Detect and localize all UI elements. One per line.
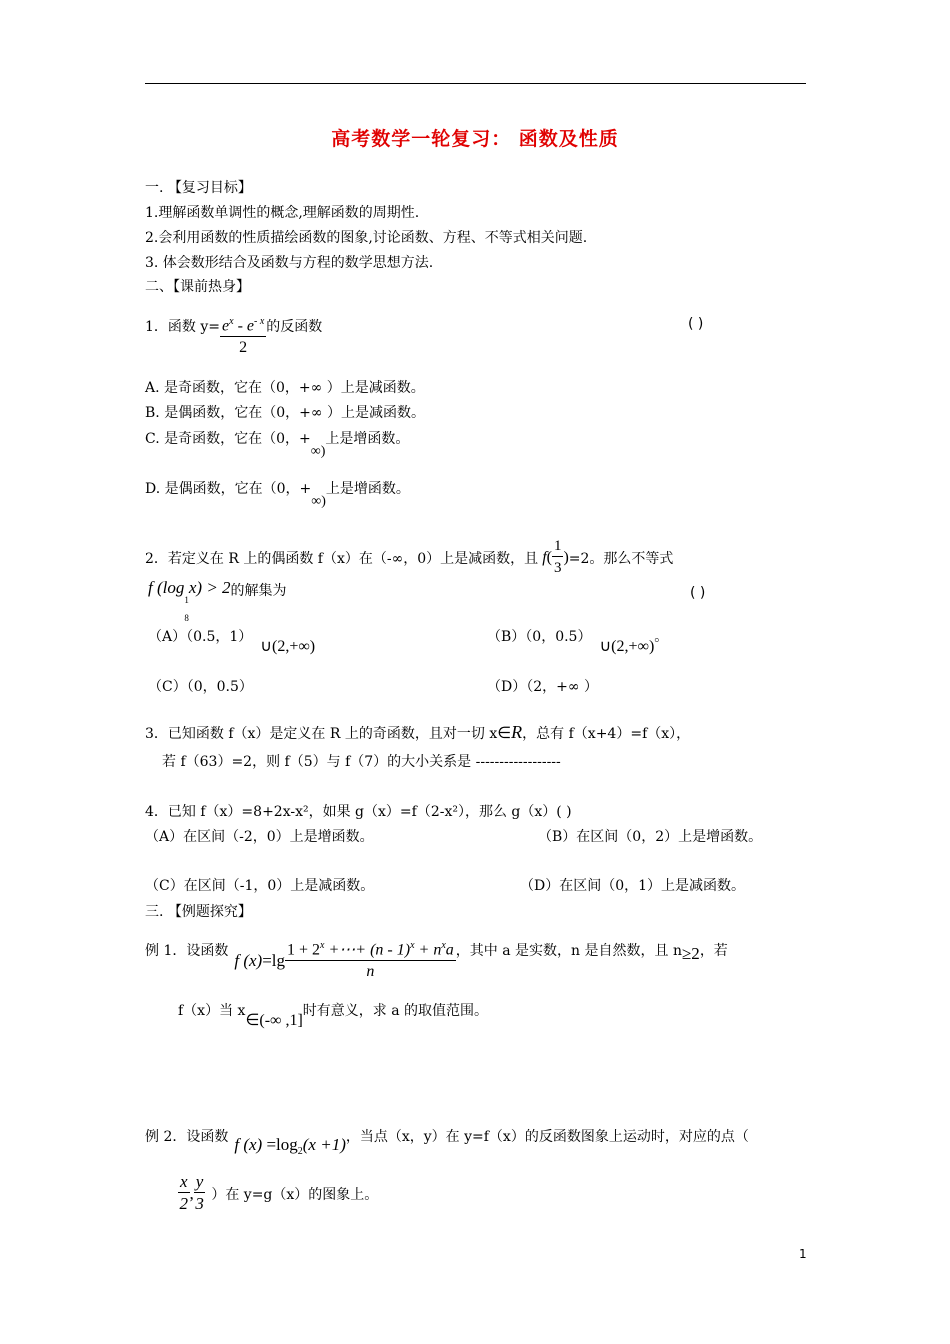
q4-option-d: （D）在区间（0，1）上是减函数。: [520, 878, 746, 894]
question-3-line2: 若 f（63）=2，则 f（5）与 f（7）的大小关系是 ------------------: [162, 754, 561, 770]
example-2-line2: $\frac{x}{2}$ , $\frac{y}{3}$ ）在 y=g（x）的图象上。: [179, 1172, 379, 1213]
example-1-line2: f（x）当 x∈(-∞ ,1]时有意义，求 a 的取值范围。: [178, 1003, 489, 1029]
header-rule: [145, 83, 806, 84]
q2-option-b: （B）（0，0.5）∪(2,+∞)。: [487, 629, 669, 655]
goal-item: 1.理解函数单调性的概念,理解函数的周期性.: [145, 205, 420, 221]
question-4: 4．已知 f（x）=8+2x-x²，如果 g（x）=f（2-x²），那么 g（x）( ): [145, 804, 572, 820]
q1-option-b: B. 是偶函数，它在（0，+∞ ）上是减函数。: [145, 405, 425, 421]
q1-option-a: A. 是奇函数，它在（0，+∞ ）上是减函数。: [145, 380, 425, 396]
q1-fraction: $\frac{e^x - e^{- x}}{2}$: [220, 312, 266, 359]
goal-item: 2.会利用函数的性质描绘函数的图象,讨论函数、方程、不等式相关问题.: [145, 230, 588, 246]
section-heading-examples: 三. 【例题探究】: [145, 904, 252, 920]
q1-suffix: 的反函数: [266, 319, 323, 335]
goal-item: 3. 体会数形结合及函数与方程的数学思想方法.: [145, 255, 434, 271]
page-title: 高考数学一轮复习： 函数及性质: [331, 128, 619, 150]
question-3-line1: 3．已知函数 f（x）是定义在 R 上的奇函数，且对一切 x∈R，总有 f（x+4）=f（x），: [145, 722, 691, 742]
q2-option-c: （C）（0，0.5）: [148, 679, 253, 695]
q1-option-c: C. 是奇函数，它在（0，+∞)上是增函数。: [145, 431, 410, 459]
q1-answer-blank: ( ): [688, 316, 704, 332]
q4-option-c: （C）在区间（-1，0）上是减函数。: [145, 878, 375, 894]
q2-option-a: （A）（0.5，1）∪(2,+∞): [148, 629, 316, 655]
question-1: [145, 312, 322, 359]
q1-option-d: D. 是偶函数，它在（0，+∞)上是增函数。: [145, 481, 410, 509]
example-1: 例 1．设函数 f (x) =lg $\frac{1 + 2^x +\cdots+ (n - 1)^x + n^xa}{n}$ ，其中 a 是实数，n 是自然数，且 n ≥2 ，若: [145, 936, 728, 983]
example-2: 例 2．设函数 f $(x) =\log_2(x +1)$，当点（x，y）在 y=f（x）的反函数图象上运动时，对应的点（: [145, 1129, 749, 1157]
q2-answer-blank: ( ): [690, 585, 706, 601]
section-heading-warmup: 二、【课前热身】: [145, 279, 250, 295]
q4-option-a: （A）在区间（-2，0）上是增函数。: [145, 829, 374, 845]
q4-option-b: （B）在区间（0，2）上是增函数。: [538, 829, 763, 845]
page-number: 1: [799, 1247, 807, 1261]
q2-inequality: f (log 1 8 x) > 2的解集为: [148, 578, 287, 623]
q1-prefix: 1．函数 y=: [145, 319, 220, 335]
question-2: 2．若定义在 R 上的偶函数 f（x）在（-∞，0）上是减函数，且 f ( $\frac{1}{3}$ ) =2。那么不等式: [145, 538, 674, 576]
q2-option-d: （D）（2，+∞ ）: [487, 679, 598, 695]
section-heading-goals: 一. 【复习目标】: [145, 180, 252, 196]
